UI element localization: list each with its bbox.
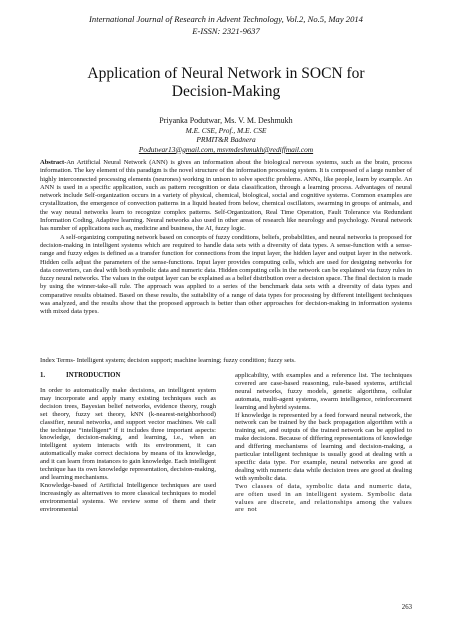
right-column (235, 372, 412, 514)
right-paragraph-2: If knowledge is represented by a feed forward neural network, the network can be trained by the back propagation algorithm with a training set, and outputs of the trained network can be applied to make decisions. Because of differing representations of knowledge and differing mechanisms of learning and decision-making, a particular intelligent technique is usually good at dealing with a specific data type. For example, neural networks are good at dealing with numeric data while decision trees are good at dealing with symbolic data. (235, 411, 412, 482)
abstract-paragraph-1 (40, 159, 412, 234)
paper-title (40, 65, 412, 101)
author-emails[interactable]: Podutwar13@gmail.com, msvmdeshmukh@rediffmail.com (138, 144, 314, 154)
author-names: Priyanka Podutwar, Ms. V. M. Deshmukh (159, 116, 293, 125)
section-heading (40, 372, 216, 380)
right-paragraph-1: applicability, with examples and a reference list. The techniques covered are case-based reasoning, rule-based systems, artificial neural networks, fuzzy models, genetic algorithms, cellular automata, multi-agent systems, swarm intelligence, reinforcement learning and hybrid systems. (235, 372, 412, 411)
abstract-paragraph-2: A self-organizing computing network based on concepts of fuzzy conditions, beliefs, probabilities, and neural networks is proposed for decision-making in intelligent systems which are required to handle data sets with a diversity of data types. A sense-function with a sense-range and fuzzy edges is defined as a transfer function for connections from the input layer, the hidden layer and output layer in the network. Hidden cells adjust the parameters of the sense-functions. Input layer provides computing cells, which are used for designing networks for data converters, can deal with both symbolic data and numeric data. Hidden computing cells in the network can be explained via fuzzy rules in fuzzy neural networks. The values in the output layer can be explained as a belief distribution over a decision space. The final decision is made by using the winner-take-all rule. The approach was applied to a series of the benchmark data sets with a diversity of data types and comparative results obtained. Based on these results, the suitability of a range of data types for processing by different intelligent techniques was analyzed, and the results show that the proposed approach is better than other approaches for decision-making in information systems with mixed data types. (40, 233, 412, 316)
abstract-text-1: An Artificial Neural Network (ANN) is gives an information about the biological nervous systems, such as the brain, process information. The key element of this paradigm is the novel structure of the information processing system. It is composed of a large number of highly interconnected processing elements (neurones) working in unison to solve specific problems. ANNs, like people, learn by example. An ANN is used in a specific application, such as pattern recognition or data classification, through a learning process. Advantages of neural network include Self-organization occurs in a variety of physical, chemical, biological, social and cognitive systems. Common examples are crystallization, the emergence of convection patterns in a liquid heated from below, chemical oscillators, swarming in groups of animals, and the way neural networks learn to recognize complex patterns. Self-Organization, Real Time Operation, Fault Tolerance via Redundant Information Coding, Adaptive learning. Neural networks also used in other areas of research like neurology and psychology. Neural network has number of applications such as, medicine and business, the AI, fuzzy logic. (40, 159, 412, 233)
title-line-2: Decision-Making (171, 83, 281, 100)
author-block (40, 116, 412, 154)
left-column (40, 372, 216, 514)
index-terms: Index Terms- Intelligent system; decision support; machine learning; fuzzy condition; fuzzy sets. (40, 357, 296, 364)
intro-paragraph-2: Knowledge-based of Artificial Intelligence techniques are used increasingly as alternatives to more classical techniques to model environmental systems. We review some of them and their environmental (40, 481, 216, 513)
author-degrees: M.E. CSE, Prof., M.E. CSE (185, 125, 267, 135)
intro-paragraph-1: In order to automatically make decisions, an intelligent system may incorporate and apply many existing techniques such as decision trees, Bayesian belief networks, evidence theory, rough set theory, fuzzy set theory, kNN (k-nearest-neighborhood) classifier, neural networks, and support vector machines. We call the technique “intelligent” if it includes three important aspects: knowledge, decision-making, and learning, i.e., when an intelligent system interacts with its environment, it can automatically make correct decisions by means of its knowledge, and it can learn from instances to gain knowledge. Each intelligent technique has its own knowledge representation, decision-making, and learning mechanisms. (40, 387, 216, 481)
journal-line: International Journal of Research in Advent Technology, Vol.2, No.5, May 2014 (89, 14, 363, 24)
issn-line: E-ISSN: 2321-9637 (192, 26, 260, 36)
title-line-1: Application of Neural Network in SOCN for (87, 65, 365, 82)
section-number: 1. (40, 372, 46, 379)
journal-header (40, 13, 412, 37)
abstract (40, 159, 412, 317)
abstract-label: Abstract- (40, 159, 67, 166)
page-number: 263 (401, 604, 412, 611)
author-institution: PRMIT&R Badnera (196, 135, 256, 145)
right-paragraph-3: Two classes of data, symbolic data and numeric data, are often used in an intelligent system. Symbolic data values are discrete, and relationships among the values are not (235, 482, 412, 514)
section-title: INTRODUCTION (66, 372, 121, 379)
